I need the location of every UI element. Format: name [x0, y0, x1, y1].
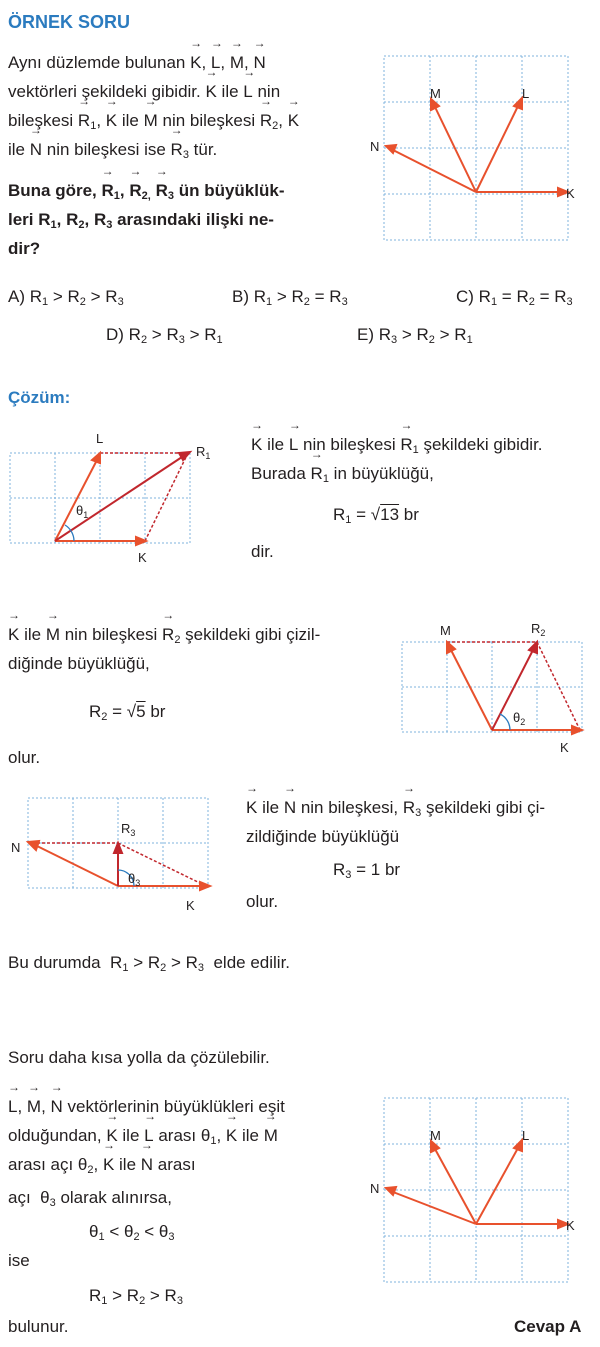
- short-figure: [370, 1096, 575, 1286]
- label-K: K: [138, 550, 147, 565]
- step1-line-2: Burada → $R_1$ in büyüklüğü,: [251, 459, 434, 494]
- label-N: N: [11, 840, 21, 855]
- example-title: ÖRNEK SORU: [8, 12, 131, 32]
- step1-after: dir.: [251, 542, 274, 561]
- label-K: K: [186, 898, 195, 913]
- answer-label: Cevap A: [514, 1317, 582, 1336]
- step3-line-2: zildiğinde büyüklüğü: [246, 827, 400, 846]
- short-bulunur: bulunur.: [8, 1317, 69, 1336]
- step3-figure: [10, 795, 220, 920]
- step3-after: olur.: [246, 892, 279, 911]
- option-d[interactable]: D) $R_2 > R_3 > R_1$: [106, 325, 223, 346]
- svg-text:M: M: [430, 1128, 441, 1143]
- short-line-4: açı $\theta_3$ olarak alınırsa,: [8, 1188, 172, 1209]
- step2-formula: $R_2 = √5$ br: [89, 702, 166, 723]
- vector-L: [476, 106, 518, 192]
- label-R2: $R_2$: [531, 621, 546, 638]
- short-ise: ise: [8, 1251, 30, 1270]
- step2-line-2: diğinde büyüklüğü,: [8, 654, 150, 673]
- question-bold-2: leri $R_1$, $R_2$, $R_3$ arasındaki ilişki ne-: [8, 210, 274, 231]
- vector-N: [393, 150, 476, 192]
- step3-formula: $R_3 = 1$ br: [333, 860, 401, 881]
- question-line-3: bileşkesi → $R_1$, → K ile → M nin bileşkesi → $R_2$, → K: [8, 106, 299, 141]
- option-a[interactable]: A) $R_1 > R_2 > R_3$: [8, 287, 124, 308]
- short-line-2: olduğundan, → K ile → L arası $\theta_1$, → K ile → M: [8, 1121, 278, 1156]
- question-line-4: ile → N nin bileşkesi ise → $R_3$ tür.: [8, 135, 217, 170]
- option-e[interactable]: E) $R_3 > R_2 > R_1$: [357, 325, 473, 346]
- question-bold-3: dir?: [8, 239, 41, 258]
- step1-figure: [10, 428, 211, 568]
- short-line-3: arası açı $\theta_2$, → K ile → N arası: [8, 1150, 196, 1185]
- theta1-label: $\theta_1$: [76, 503, 89, 520]
- step2-after: olur.: [8, 748, 41, 767]
- step3-line-1: → K ile → N nin bileşkesi, → $R_3$ şekildeki gibi çi-: [246, 793, 545, 828]
- step1-formula: $R_1 = √13$ br: [333, 505, 419, 526]
- short-intro: Soru daha kısa yolla da çözülebilir.: [8, 1048, 270, 1067]
- step1-line-1: → K ile → L nin bileşkesi → $R_1$ şekildeki gibidir.: [251, 430, 543, 465]
- svg-text:K: K: [566, 1218, 575, 1233]
- conclusion: Bu durumda $R_1 > R_2 > R_3$ elde edilir.: [8, 953, 291, 974]
- label-N: N: [370, 139, 380, 154]
- solution-heading: Çözüm:: [8, 388, 71, 407]
- step2-figure: [402, 620, 592, 760]
- short-inequality: $\theta_1 < \theta_2 < \theta_3$: [89, 1222, 175, 1243]
- theta3-label: $\theta_3$: [128, 871, 141, 888]
- label-M: M: [440, 623, 451, 638]
- label-M: M: [430, 86, 441, 101]
- label-R1: $R_1$: [196, 444, 211, 461]
- grid: [384, 56, 568, 240]
- question-line-1: Aynı düzlemde bulunan → K, → L, → M, → N: [8, 48, 266, 77]
- label-R3: $R_3$: [121, 821, 136, 838]
- svg-text:N: N: [370, 1181, 380, 1196]
- vector-M: [435, 107, 476, 192]
- short-result: $R_1 > R_2 > R_3$: [89, 1286, 183, 1307]
- theta2-label: $\theta_2$: [513, 710, 526, 727]
- label-K: K: [560, 740, 569, 755]
- option-c[interactable]: C) $R_1 = R_2 = R_3$: [456, 287, 573, 308]
- label-L: L: [522, 86, 530, 101]
- svg-text:L: L: [522, 1128, 530, 1143]
- question-bold-1: Buna göre, → $R_1$, → $R_{2,} \to R_3$ ün büyüklük-: [8, 176, 284, 211]
- step2-line-1: → K ile → M nin bileşkesi → $R_2$ şekildeki gibi çizil-: [8, 620, 320, 655]
- question-line-2: vektörleri şekildeki gibidir. → K ile → L nin: [8, 77, 280, 106]
- question-figure: [370, 54, 575, 244]
- option-b[interactable]: B) $R_1 > R_2 = R_3$: [232, 287, 348, 308]
- label-L: L: [96, 431, 104, 446]
- short-line-1: → L, → M, → N vektörlerinin büyüklükleri eşit: [8, 1092, 285, 1121]
- label-K: K: [566, 186, 575, 201]
